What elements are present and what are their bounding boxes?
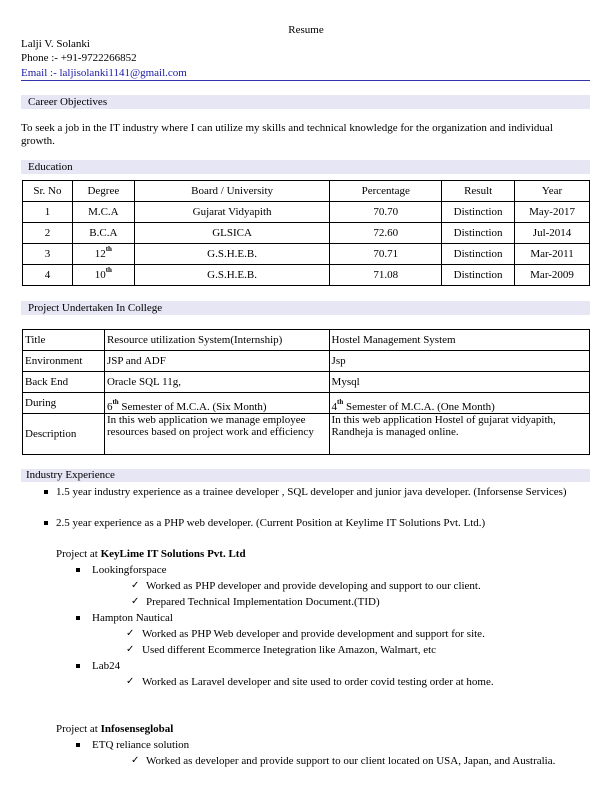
table-row — [23, 393, 590, 414]
col-header-sr: Sr. No — [23, 181, 73, 202]
p2-backend: Mysql — [329, 372, 589, 393]
degree-sup: th — [105, 245, 112, 253]
cell-degree — [72, 265, 134, 286]
square-bullet-icon — [44, 521, 48, 525]
cell-board: G.S.H.E.B. — [134, 265, 330, 286]
col-header-year: Year — [515, 181, 590, 202]
cell-result: Distinction — [442, 202, 515, 223]
p2-during-sup: th — [337, 398, 344, 406]
table-row — [23, 330, 590, 351]
p1-during — [104, 393, 329, 414]
projects-section-heading — [21, 301, 590, 315]
label-title: Title — [23, 330, 105, 351]
check-icon: ✓ — [131, 580, 140, 591]
phone-line: Phone :- +91-9722266852 — [21, 52, 137, 64]
cell-year: Mar-2011 — [515, 244, 590, 265]
career-section-heading — [21, 95, 590, 109]
table-row — [23, 223, 590, 244]
cell-year: Mar-2009 — [515, 265, 590, 286]
cell-degree — [72, 202, 134, 223]
projects-table — [22, 329, 590, 455]
header-rule — [21, 80, 590, 81]
cell-sr: 2 — [23, 223, 73, 244]
p1-during-rest: Semester of M.C.A. (Six Month) — [118, 401, 267, 413]
cell-sr: 1 — [23, 202, 73, 223]
infosense-company: Infosenseglobal — [100, 723, 174, 735]
hn-detail-1: Worked as PHP Web developer and provide development and support for site. — [142, 628, 485, 640]
project-etq: ETQ reliance solution — [92, 739, 190, 751]
cell-sr: 4 — [23, 265, 73, 286]
table-row — [23, 265, 590, 286]
p2-during-num: 4 — [331, 401, 338, 413]
p2-during-rest: Semester of M.C.A. (One Month) — [343, 401, 495, 413]
p1-backend: Oracle SQL 11g, — [104, 372, 329, 393]
cell-result: Distinction — [442, 244, 515, 265]
infosense-prefix: Project at — [56, 723, 101, 735]
career-objective-text: To seek a job in the IT industry where I can utilize my skills and technical knowledge for the organization and individual growth. — [21, 122, 553, 147]
etq-detail-1: Worked as developer and provide support to our client located on USA, Japan, and Australia. — [146, 755, 556, 767]
square-bullet-icon — [44, 490, 48, 494]
p2-description: In this web application Hostel of gujarat vidyapith, Randheja is managed online. — [329, 414, 589, 455]
projects-heading-text: Project Undertaken In College — [28, 302, 163, 314]
cell-board: GLSICA — [134, 223, 330, 244]
p2-during — [329, 393, 589, 414]
industry-heading-text: Industry Experience — [26, 469, 115, 481]
lab-detail-1: Worked as Laravel developer and site used to order covid testing order at home. — [142, 676, 494, 688]
table-row — [23, 202, 590, 223]
cell-percentage: 70.71 — [330, 244, 442, 265]
candidate-name: Lalji V. Solanki — [21, 38, 90, 50]
col-header-degree: Degree — [72, 181, 134, 202]
hn-detail-2: Used different Ecommerce Inetegration like Amazon, Walmart, etc — [142, 644, 437, 656]
p1-during-sup: th — [112, 398, 119, 406]
degree-text: 12 — [94, 248, 106, 260]
degree-text: B.C.A — [89, 227, 118, 239]
table-row — [23, 351, 590, 372]
p1-description: In this web application we manage employee resources based on project work and efficiency — [104, 414, 329, 455]
keylime-project-heading — [56, 547, 246, 562]
p1-during-num: 6 — [106, 401, 113, 413]
cell-result: Distinction — [442, 223, 515, 244]
infosense-project-heading — [56, 722, 173, 737]
square-bullet-icon — [76, 743, 80, 747]
square-bullet-icon — [76, 616, 80, 620]
cell-percentage: 72.60 — [330, 223, 442, 244]
cell-year: Jul-2014 — [515, 223, 590, 244]
project-lookingforspace: Lookingforspace — [92, 564, 167, 576]
cell-result: Distinction — [442, 265, 515, 286]
career-heading-text: Career Objectives — [28, 96, 108, 108]
label-description: Description — [23, 414, 105, 455]
col-header-result: Result — [442, 181, 515, 202]
p2-environment: Jsp — [329, 351, 589, 372]
check-icon: ✓ — [131, 596, 140, 607]
cell-board: G.S.H.E.B. — [134, 244, 330, 265]
lfs-detail-1: Worked as PHP developer and provide developing and support to our client. — [146, 580, 481, 592]
label-backend: Back End — [23, 372, 105, 393]
check-icon: ✓ — [126, 676, 135, 687]
col-header-board: Board / University — [134, 181, 330, 202]
cell-year: May-2017 — [515, 202, 590, 223]
check-icon: ✓ — [131, 755, 140, 766]
cell-degree — [72, 223, 134, 244]
cell-degree — [72, 244, 134, 265]
project-lab24: Lab24 — [92, 660, 121, 672]
square-bullet-icon — [76, 664, 80, 668]
industry-bullet-2: 2.5 year experience as a PHP web developer. (Current Position at Keylime IT Solutions Pvt. Ltd.) — [56, 517, 486, 529]
project-hampton-nautical: Hampton Nautical — [92, 612, 173, 624]
degree-sup: th — [105, 266, 112, 274]
check-icon: ✓ — [126, 628, 135, 639]
education-section-heading — [21, 160, 590, 174]
p2-title: Hostel Management System — [329, 330, 589, 351]
label-environment: Environment — [23, 351, 105, 372]
resume-title: Resume — [288, 24, 324, 36]
email-link[interactable]: Email :- laljisolanki1141@gmail.com — [21, 67, 187, 79]
degree-text: M.C.A — [88, 206, 119, 218]
keylime-company: KeyLime IT Solutions Pvt. Ltd — [100, 548, 246, 560]
col-header-percentage: Percentage — [330, 181, 442, 202]
table-row — [23, 244, 590, 265]
keylime-prefix: Project at — [56, 548, 101, 560]
p1-title: Resource utilization System(Internship) — [104, 330, 329, 351]
p1-environment: JSP and ADF — [104, 351, 329, 372]
cell-board: Gujarat Vidyapith — [134, 202, 330, 223]
check-icon: ✓ — [126, 644, 135, 655]
education-table — [22, 180, 590, 286]
industry-section-heading — [21, 469, 590, 482]
table-row — [23, 414, 590, 455]
degree-text: 10 — [94, 269, 106, 281]
education-heading-text: Education — [28, 161, 73, 173]
table-row — [23, 372, 590, 393]
industry-bullet-1: 1.5 year industry experience as a trainee developer , SQL developer and junior java developer. (Inforsense Services) — [56, 486, 567, 498]
cell-sr: 3 — [23, 244, 73, 265]
lfs-detail-2: Prepared Technical Implementation Document.(TID) — [146, 596, 380, 608]
square-bullet-icon — [76, 568, 80, 572]
cell-percentage: 71.08 — [330, 265, 442, 286]
label-during: During — [23, 393, 105, 414]
cell-percentage: 70.70 — [330, 202, 442, 223]
education-header-row — [23, 181, 590, 202]
